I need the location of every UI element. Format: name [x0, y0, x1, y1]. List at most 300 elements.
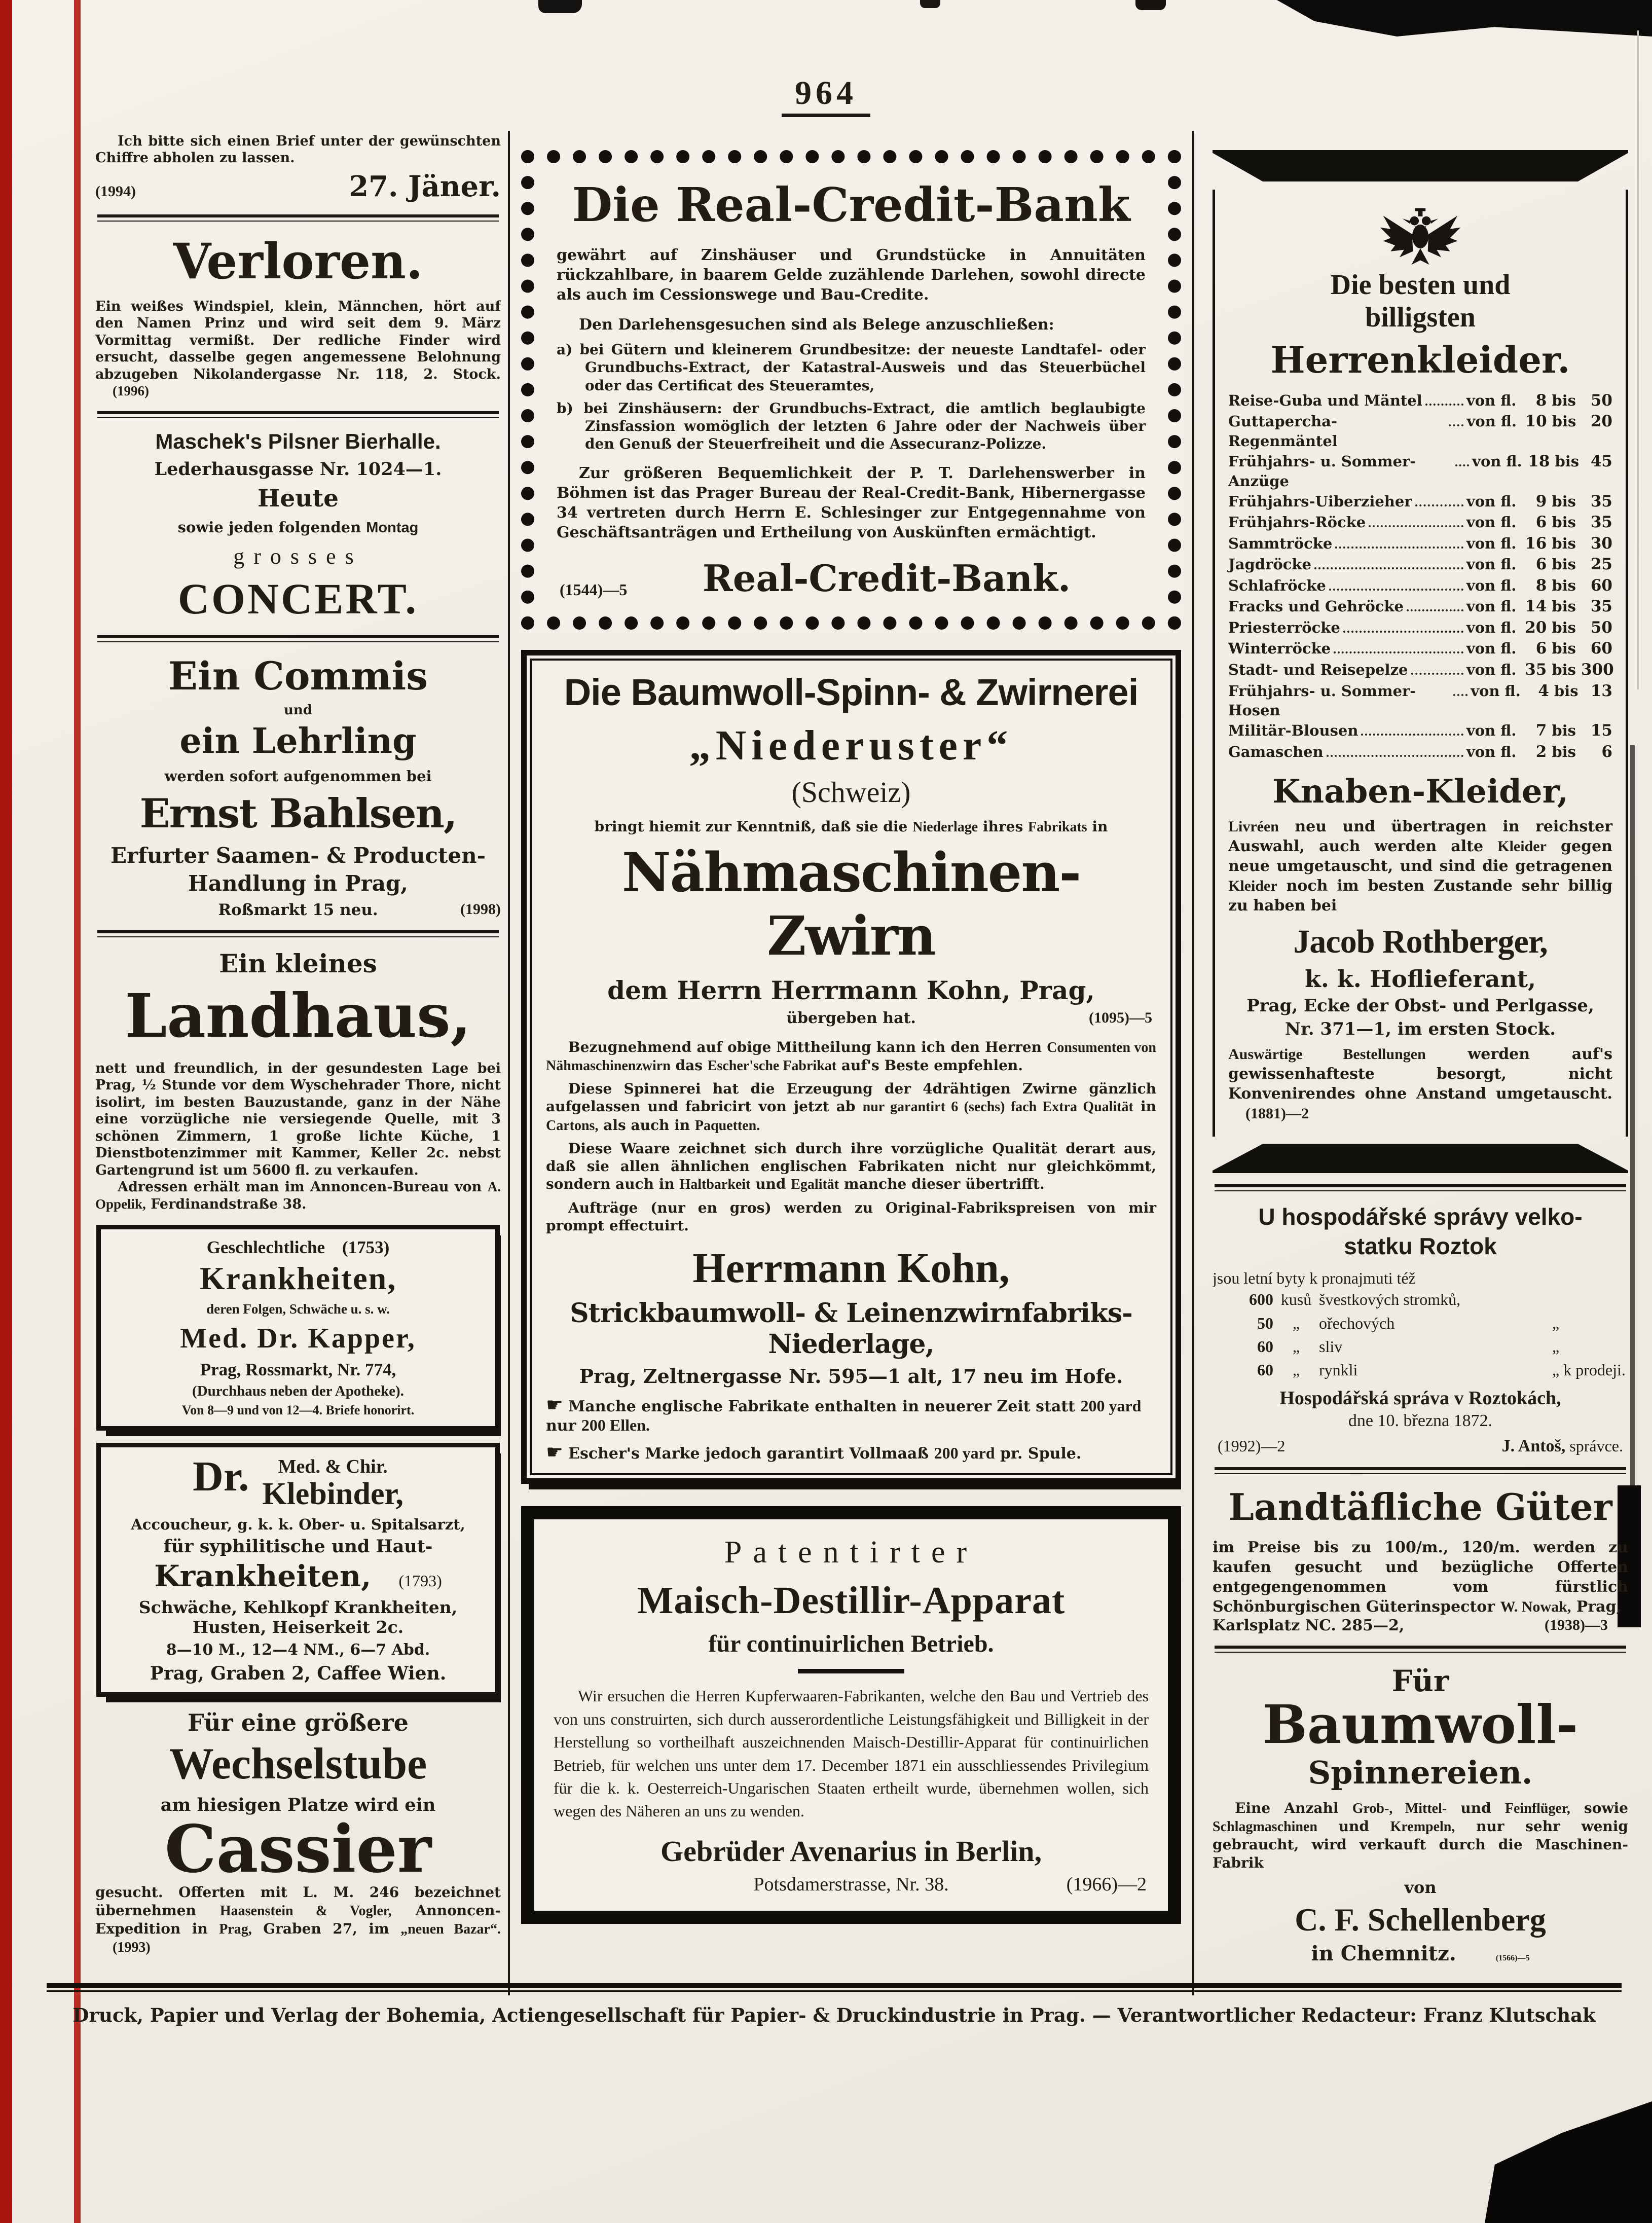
text: in	[1087, 818, 1108, 835]
ad-maisch-address-row	[554, 1873, 1149, 1896]
ad-kapper-title: Krankheiten,	[199, 1260, 397, 1296]
text: und	[1447, 1799, 1505, 1816]
text: werden auf's gewissenhafteste besorgt, nicht Konvenirendes ohne Anstand umgetauscht.	[1228, 1045, 1612, 1103]
text: Annoncen-Expedition in	[95, 1902, 501, 1937]
text: „	[1552, 1337, 1560, 1356]
ad-baumwoll	[1213, 1664, 1628, 1965]
ad-klebinder-hours: 8—10 M., 12—4 NM., 6—7 Abd.	[166, 1641, 430, 1659]
ad-niederuster-p3	[546, 1140, 1156, 1194]
text: in	[1133, 1098, 1156, 1115]
text: Auswärtige Bestellungen	[1228, 1046, 1426, 1063]
text: Erfurter Saamen- & Producten-	[110, 843, 486, 868]
ad-landtafliche-title: Landtäfliche Güter	[1228, 1485, 1612, 1528]
dotted-leader	[1314, 567, 1463, 569]
text: fl.	[1500, 413, 1517, 430]
ad-landtafliche-footer	[1213, 1617, 1628, 1634]
price-to: 60	[1590, 639, 1612, 658]
ad-niederuster-brand: „Niederuster“	[689, 721, 1013, 769]
ad-realcredit-signature: Real-Credit-Bank.	[702, 556, 1071, 600]
scan-smudge	[538, 0, 582, 13]
ad-verloren-body	[95, 298, 501, 400]
price-row	[1228, 638, 1612, 660]
item-label: sliv	[1319, 1337, 1343, 1356]
text: bis	[1552, 640, 1576, 658]
scan-smudge	[920, 0, 940, 8]
ad-niederuster-intro	[546, 818, 1156, 835]
ad-ref: (1966)—2	[1066, 1873, 1147, 1895]
text: Schlagmaschinen	[1213, 1819, 1317, 1835]
quantity: 60	[1257, 1361, 1273, 1379]
ad-kapper	[96, 1225, 500, 1431]
price-to: 50	[1590, 391, 1612, 410]
text: bis	[1554, 682, 1578, 700]
ad-landtafliche	[1213, 1485, 1628, 1634]
ad-baumwoll-subtitle: Spinnereien.	[1308, 1754, 1533, 1791]
text: fl.	[1500, 514, 1517, 531]
ad-realcredit-item-a: a) bei Gütern und kleinerem Grundbesitze: der neueste Landtafel- oder Grundbuchs-Extract, der Katastral-Ausweis und das Steuerbüchel oder das Certificat des Steueramtes,	[557, 341, 1146, 394]
paper-fold-line	[1637, 30, 1639, 689]
right-column	[1213, 150, 1628, 1995]
text: Bezugnehmend auf obige Mittheilung kann ich den Herren	[568, 1038, 1047, 1055]
ad-niederuster-p2	[546, 1080, 1156, 1135]
unit: „	[1292, 1314, 1300, 1332]
price-from: 9	[1535, 492, 1547, 511]
unit: „	[1292, 1361, 1300, 1379]
ad-bierhalle-address: Lederhausgasse Nr. 1024—1.	[154, 458, 442, 480]
ad-cassier-title: Cassier	[164, 1811, 432, 1888]
ad-roztok-signature: Hospodářská správa v Roztokách,	[1279, 1387, 1561, 1409]
price-from: 2	[1535, 742, 1547, 761]
ad-niederuster-kohn: dem Herrn Herrmann Kohn, Prag,	[607, 975, 1095, 1005]
ad-maisch-subtitle: für continuirlichen Betrieb.	[708, 1630, 994, 1658]
ad-niederuster-address: Prag, Zeltnergasse Nr. 595—1 alt, 17 neu im Hofe.	[579, 1365, 1123, 1388]
ad-realcredit-p3: Zur größeren Bequemlichkeit der P. T. Darlehenswerber in Böhmen ist das Prager Bureau der Real-Credit-Bank, Hibernergasse 34 vertreten durch Herrn E. Schlesinger zur Entgegennahme von Geschäftsanträgen und Ertheilung von Auskünften ermächtigt.	[557, 464, 1146, 541]
dotted-leader	[1329, 589, 1463, 591]
ad-chiffre-body: Ich bitte sich einen Brief unter der gewünschten Chiffre abholen zu lassen.	[95, 133, 501, 166]
ad-roztok-manager: J. Antoš,	[1501, 1436, 1566, 1455]
ad-commis-company: Ernst Bahlsen,	[139, 789, 457, 837]
price-from: 35	[1525, 661, 1547, 679]
ad-kapper-header	[111, 1237, 485, 1258]
text: von	[1466, 598, 1496, 615]
text: Diese Spinnerei hat die Erzeugung der 4drähtigen Zwirne gänzlich aufgelassen und fabricirt von jetzt ab	[546, 1080, 1156, 1115]
text: fl.	[1500, 576, 1517, 594]
text: bis	[1552, 722, 1576, 740]
price-from: 7	[1535, 721, 1547, 740]
text: von	[1466, 413, 1496, 430]
text: deren Folgen, Schwäche u. s. w.	[206, 1301, 390, 1317]
text: noch im besten Zustande sehr billig zu haben bei	[1228, 877, 1612, 915]
plaque-top-cap	[1213, 150, 1628, 181]
price-item-label: Reise-Guba und Mäntel	[1228, 391, 1422, 409]
text: 200 yard	[934, 1444, 995, 1463]
quantity: 600	[1249, 1290, 1273, 1309]
text: Feinflüger,	[1504, 1800, 1570, 1816]
ad-maisch-body: Wir ersuchen die Herren Kupferwaaren-Fabrikanten, welche den Bau und Vertrieb des von uns construirten, sich durch ausserordentliche Leistungsfähigkeit und Billigkeit in der Herstellung so vortheilhaft auszeichnenden Maisch-Destillir-Apparat für continuirlichen Betrieb, für welchen uns unter dem 17. December 1871 ein ausschliessendes Privilegium für die k. k. Oesterreich-Ungarischen Staaten ertheilt wurde, übernehmen wollen, sich wegen des Näheren an uns zu wenden.	[554, 1687, 1149, 1820]
text: Roßmarkt 15 neu.	[218, 900, 378, 919]
text: Med. & Chir.	[278, 1455, 388, 1477]
item-label: rynkli	[1319, 1361, 1358, 1379]
list-item	[1213, 1335, 1628, 1358]
ad-rothberger-note	[1228, 1044, 1612, 1123]
ad-bierhalle-concert: CONCERT.	[177, 574, 419, 623]
ad-separator	[97, 411, 499, 418]
price-to: 30	[1590, 534, 1612, 553]
scan-edge-bottom-corner	[1485, 2101, 1652, 2223]
ad-ref: (1544)—5	[560, 580, 628, 599]
text: bis	[1552, 492, 1576, 510]
text: fl.	[1500, 492, 1517, 510]
ad-niederuster-p4: Aufträge (nur en gros) werden zu Original-Fabrikspreisen von mir prompt effectuirt.	[546, 1199, 1156, 1234]
dotted-leader	[1361, 734, 1463, 736]
text: von	[1466, 640, 1496, 658]
text: von	[1471, 682, 1500, 700]
ad-herrenkleider-headline1: Die besten und	[1330, 269, 1511, 301]
ad-separator	[97, 214, 499, 222]
divider-rule	[798, 1669, 904, 1673]
scan-edge-top-band	[1277, 0, 1652, 37]
column-divider	[508, 131, 510, 1995]
imprint-line: Druck, Papier und Verlag der Bohemia, Actiengesellschaft für Papier- & Druckindustrie in Prag. — Verantwortlicher Redacteur: Franz Klutschak	[72, 2004, 1596, 2026]
text: Manche englische Fabrikate enthalten in neuerer Zeit statt	[568, 1398, 1081, 1416]
ad-commis	[95, 653, 501, 919]
ad-realcredit-footer	[557, 557, 1146, 601]
quantity: 50	[1257, 1314, 1273, 1332]
ad-separator	[1215, 1646, 1626, 1653]
text: bis	[1552, 534, 1576, 552]
price-item-label: Schlafröcke	[1228, 576, 1326, 594]
text: von	[1466, 391, 1496, 409]
text: Paquetten.	[694, 1117, 760, 1134]
text: fl.	[1500, 722, 1517, 740]
price-to: 50	[1590, 618, 1612, 637]
ad-landhaus-agent: A. Oppelik,	[95, 1179, 501, 1212]
price-item-label: Stadt- und Reisepelze	[1228, 661, 1408, 678]
text: von	[1466, 492, 1496, 510]
ad-niederuster-headline: Die Baumwoll-Spinn- & Zwirnerei	[564, 671, 1139, 713]
text: „	[1552, 1314, 1560, 1332]
price-from: 16	[1525, 534, 1547, 553]
ad-kapper-doctor: Med. Dr. Kapper,	[180, 1322, 416, 1354]
ad-roztok-footer	[1213, 1437, 1628, 1456]
price-item-label: Frühjahrs- u. Sommer-Anzüge	[1228, 453, 1416, 490]
ad-herrenkleider-title: Herrenkleider.	[1270, 338, 1570, 381]
text: von	[1404, 1877, 1437, 1897]
text: werden sofort aufgenommen bei	[164, 767, 432, 785]
text: von	[1466, 576, 1496, 594]
unit: „	[1292, 1337, 1300, 1356]
text: gesucht. Offerten mit L. M. 246 bezeichnet übernehmen	[95, 1884, 501, 1919]
ad-verloren-title: Verloren.	[173, 232, 423, 290]
text: Consumenten von Nähmaschinenzwirn	[546, 1039, 1156, 1074]
ad-separator	[1215, 1184, 1626, 1191]
price-row	[1228, 533, 1612, 555]
text: fl.	[1500, 391, 1517, 409]
text: Schwäche, Kehlkopf Krankheiten, Husten, Heiserkeit 2c.	[138, 1597, 458, 1637]
text: gegen neue umgetauscht, und sind die getragenen	[1228, 837, 1612, 876]
price-from: 8	[1535, 576, 1547, 595]
text: Escher's Marke jedoch garantirt Vollmaaß	[568, 1445, 934, 1463]
ad-chiffre	[95, 133, 501, 203]
text: Für	[1391, 1663, 1449, 1698]
text: bis	[1552, 576, 1576, 594]
ad-niederuster-product: Nähmaschinen-Zwirn	[621, 840, 1081, 967]
ad-bierhalle	[95, 429, 501, 624]
ad-chiffre-date: 27. Jäner.	[349, 169, 501, 203]
text: bis	[1552, 556, 1576, 573]
text: und	[284, 702, 312, 718]
text: pr. Spule.	[995, 1445, 1082, 1463]
text: im Preise bis zu 100/m., 120/m. werden zu kaufen gesucht und bezügliche Offerten entgegengenommen vom fürstlich Schönburgischen Güterinspector	[1213, 1538, 1628, 1616]
text: bis	[1552, 514, 1576, 531]
text: nur sehr wenig gebraucht, wird verkauft durch die Maschinen-Fabrik	[1213, 1818, 1628, 1871]
price-to: 35	[1590, 492, 1612, 511]
price-from: 20	[1525, 618, 1547, 637]
text: übergeben hat.	[786, 1009, 916, 1027]
item-label: švestkových stromků,	[1319, 1290, 1461, 1309]
price-item-label: Gamaschen	[1228, 743, 1324, 760]
text: fl.	[1500, 640, 1517, 658]
text: fl.	[1500, 661, 1517, 678]
text: Accoucheur, g. k. k. Ober- u. Spitalsarzt,	[131, 1516, 465, 1534]
ad-ref: (1992)—2	[1218, 1436, 1286, 1455]
price-item-label: Sammtröcke	[1228, 534, 1333, 552]
text: fl.	[1500, 618, 1517, 636]
ad-roztok-intro: jsou letní byty k pronajmuti též	[1213, 1269, 1416, 1288]
page-number: 964	[782, 74, 870, 117]
price-row	[1228, 681, 1612, 721]
text: neu und übertragen in reichster Auswahl, auch werden alte	[1228, 818, 1612, 856]
text: Handlung in Prag,	[188, 870, 408, 896]
price-item-label: Fracks und Gehröcke	[1228, 598, 1404, 615]
ad-baumwoll-body	[1213, 1799, 1628, 1872]
ad-commis-address	[95, 901, 501, 919]
text: und	[750, 1176, 791, 1193]
text: Geschlechtliche	[206, 1237, 325, 1257]
ad-realcredit	[521, 150, 1181, 630]
ad-ref: (1793)	[398, 1572, 442, 1590]
ad-landhaus-lead: Ein kleines	[219, 948, 377, 978]
scan-edge-red-strip	[0, 0, 12, 2223]
text	[1552, 1288, 1628, 1311]
text: und	[1317, 1818, 1390, 1835]
middle-column	[521, 150, 1181, 1992]
text: Haltbarkeit	[679, 1177, 751, 1193]
ad-knaben-body	[1228, 817, 1612, 916]
column-divider	[1192, 131, 1194, 1995]
text: Eine Anzahl	[1235, 1799, 1352, 1816]
price-from: 8	[1535, 391, 1547, 410]
dotted-leader	[1425, 404, 1463, 406]
ad-landhaus-contact	[95, 1179, 501, 1213]
price-to: 6	[1601, 742, 1612, 761]
ad-herrenkleider-inner	[1213, 190, 1628, 1137]
text: bis	[1555, 453, 1580, 470]
text: správce.	[1569, 1436, 1623, 1455]
dotted-leader	[1411, 673, 1463, 675]
text: von	[1466, 661, 1496, 678]
text: Escher'sche Fabrikat	[707, 1058, 837, 1074]
text: bis	[1552, 618, 1576, 636]
ad-klebinder	[96, 1443, 500, 1697]
ad-niederuster	[521, 650, 1181, 1484]
plaque-bottom-cap	[1213, 1144, 1628, 1173]
list-item	[1213, 1311, 1628, 1335]
text: U hospodářské správy velko-	[1258, 1204, 1583, 1230]
ad-bierhalle-grosses: grosses	[233, 543, 363, 569]
ad-ref: (1996)	[113, 383, 149, 399]
price-row	[1228, 596, 1612, 617]
ad-bierhalle-name: Maschek's Pilsner Bierhalle.	[155, 429, 441, 453]
text: Prag,	[1571, 1597, 1622, 1616]
text: fl.	[1500, 598, 1517, 615]
text: Diese Waare zeichnet sich durch ihre vorzügliche Qualität derart aus, daß sie allen ähnlichen englischen Fabrikaten nicht nur gleichkömmt, sondern auch in	[546, 1140, 1156, 1193]
ad-klebinder-name-block	[262, 1455, 403, 1511]
price-row	[1228, 390, 1612, 412]
text: fl.	[1500, 534, 1517, 552]
text: Niederlage	[912, 819, 978, 835]
ad-baumwoll-title: Baumwoll-	[1262, 1693, 1578, 1756]
price-row	[1228, 660, 1612, 681]
text: nur garantirt 6 (sechs) fach Extra Qualität	[862, 1099, 1133, 1115]
price-row	[1228, 720, 1612, 742]
text: sowie	[1570, 1799, 1628, 1816]
text: fl.	[1506, 453, 1522, 470]
price-to: 25	[1590, 555, 1612, 574]
text: statku Roztok	[1344, 1232, 1497, 1259]
ad-cassier-body	[95, 1883, 501, 1956]
text: Kleider	[1228, 878, 1277, 895]
text: Kleider	[1497, 838, 1547, 855]
ad-niederuster-business: Strickbaumwoll- & Leinenzwirnfabriks-Niederlage,	[570, 1298, 1132, 1360]
ad-niederuster-uebergeben	[546, 1009, 1156, 1027]
ad-ref: (1938)—3	[1545, 1616, 1608, 1633]
ad-maisch-signature: Gebrüder Avenarius in Berlin,	[660, 1834, 1042, 1868]
item-label: ořechových	[1319, 1314, 1395, 1332]
ad-landtafliche-inspector: W. Nowak,	[1500, 1598, 1571, 1615]
ad-roztok	[1213, 1202, 1628, 1456]
dotted-leader	[1415, 504, 1463, 506]
text: Prag,	[219, 1921, 252, 1937]
text: Cartons,	[546, 1117, 599, 1134]
text: von	[1472, 453, 1501, 470]
ad-bierhalle-sowie	[95, 519, 501, 536]
ad-commis-subtitle: ein Lehrling	[179, 720, 417, 761]
text: ihres	[978, 818, 1028, 835]
ad-realcredit-p1: gewährt auf Zinshäuser und Grundstücke in Annuitäten rückzahlbare, in baarem Gelde zuzählende Darlehen, sowohl directe als auch im Cessionswege und Bau-Credite.	[557, 246, 1146, 304]
text: Graben 27, im	[251, 1920, 401, 1937]
text: von	[1466, 556, 1496, 573]
ad-verloren	[95, 233, 501, 400]
ad-separator	[97, 930, 499, 937]
text: von	[1466, 743, 1496, 760]
ad-cassier-agency: Haasenstein & Vogler,	[219, 1903, 392, 1919]
ad-realcredit-p2: Den Darlehensgesuchen sind als Belege anzuschließen:	[579, 316, 1054, 334]
ad-verloren-text: Ein weißes Windspiel, klein, Männchen, hört auf den Namen Prinz und wird seit dem 9. März Vormittag vermißt. Der redliche Finder wird ersucht, dasselbe gegen angemessene Belohnung abzugeben Nikolandergasse Nr. 118, 2. Stock.	[95, 298, 501, 382]
scan-smudge	[1135, 0, 1166, 10]
text: bis	[1552, 598, 1576, 615]
ad-niederuster-note1	[546, 1394, 1156, 1435]
text: bis	[1552, 391, 1576, 409]
price-item-label: Winterröcke	[1228, 640, 1331, 658]
price-row	[1228, 742, 1612, 763]
ad-maisch	[521, 1506, 1181, 1924]
price-from: 18	[1528, 452, 1550, 471]
text: das	[670, 1056, 708, 1074]
dotted-leader	[1449, 424, 1464, 426]
ad-ref: (1994)	[95, 183, 136, 200]
dotted-leader	[1455, 464, 1469, 466]
ad-maisch-address: Potsdamerstrasse, Nr. 38.	[753, 1873, 949, 1895]
text: bis	[1552, 413, 1576, 430]
ad-rothberger-address2: Nr. 371—1, im ersten Stock.	[1284, 1019, 1556, 1040]
text: Für eine größere	[188, 1709, 409, 1737]
manicule-icon: ☛	[546, 1441, 564, 1464]
ad-cassier	[95, 1709, 501, 1956]
price-item-label: Frühjahrs-Röcke	[1228, 514, 1366, 531]
quantity: 60	[1257, 1337, 1273, 1356]
text: von	[1466, 534, 1496, 552]
price-to: 15	[1590, 721, 1612, 740]
price-item-label: Frühjahrs-Uiberzieher	[1228, 492, 1412, 510]
price-row	[1228, 575, 1612, 597]
text: Dr.	[193, 1452, 249, 1500]
price-list	[1228, 390, 1612, 763]
ad-realcredit-title: Die Real-Credit-Bank	[572, 177, 1130, 232]
ad-kapper-hours: Von 8—9 und von 12—4. Briefe honorirt.	[181, 1402, 415, 1417]
price-to: 45	[1590, 452, 1612, 471]
ad-klebinder-doctor: Klebinder,	[262, 1476, 403, 1511]
price-row	[1228, 491, 1612, 513]
ad-separator	[1215, 1467, 1626, 1474]
dotted-leader	[1327, 755, 1463, 757]
ad-schellenberg-name: C. F. Schellenberg	[1295, 1901, 1546, 1938]
ad-herrenkleider-headline2: billigsten	[1365, 302, 1476, 334]
text: Krankheiten,	[154, 1559, 372, 1594]
text: bis	[1552, 743, 1576, 760]
ad-kapper-address: Prag, Rossmarkt, Nr. 774,	[200, 1359, 396, 1379]
footer-rule	[47, 1983, 1622, 1992]
ad-schellenberg-footer	[1213, 1942, 1628, 1965]
text: sowie jeden folgenden	[177, 518, 366, 536]
price-from: 4	[1538, 681, 1549, 700]
ad-maisch-title: Maisch-Destillir-Apparat	[637, 1579, 1066, 1622]
price-row	[1228, 411, 1612, 451]
ad-landhaus-body: nett und freundlich, in der gesundesten Lage bei Prag, ½ Stunde vor dem Wyschehrader Thore, nicht isolirt, im besten Bauzustande, ganz in der Nähe eine vorzügliche nie versiegende Quelle, mit 3 schönen Zimmern, 1 große lichte Küche, 1 Dienstbotenzimmer mit Kammer, Keller 2c. nebst Gartengrund ist um 5600 fl. zu verkaufen.	[95, 1060, 501, 1178]
text: 200 yard	[1080, 1397, 1142, 1415]
ad-klebinder-header	[111, 1452, 485, 1511]
ad-herrenkleider	[1213, 150, 1628, 1173]
price-item-label: Priesterröcke	[1228, 618, 1340, 636]
ad-niederuster-signature: Herrmann Kohn,	[692, 1245, 1010, 1292]
price-to: 60	[1590, 576, 1612, 595]
ad-rothberger-title: k. k. Hoflieferant,	[1305, 965, 1536, 993]
price-from: 6	[1535, 513, 1547, 532]
scan-edge-red-line	[74, 0, 81, 2223]
text: fl.	[1504, 682, 1521, 700]
text: Krempeln,	[1390, 1819, 1455, 1835]
ad-klebinder-title	[111, 1559, 485, 1593]
price-item-label: Militär-Blousen	[1228, 722, 1359, 740]
price-from: 6	[1535, 639, 1547, 658]
price-row	[1228, 617, 1612, 639]
text: von	[1466, 618, 1496, 636]
double-eagle-icon	[1375, 201, 1466, 268]
ad-landtafliche-address: Karlsplatz NC. 285—2,	[1213, 1616, 1405, 1634]
page-header	[0, 74, 1652, 117]
ad-realcredit-item-b: b) bei Zinshäusern: der Grundbuchs-Extract, die amtlich beglaubigte Zinsfassion womöglich der letzten 6 Jahre oder der Nachweis über den Genuß der Steuerfreiheit und die Assecuranz-Polizze.	[557, 399, 1146, 453]
ad-ref: (1993)	[113, 1940, 151, 1956]
